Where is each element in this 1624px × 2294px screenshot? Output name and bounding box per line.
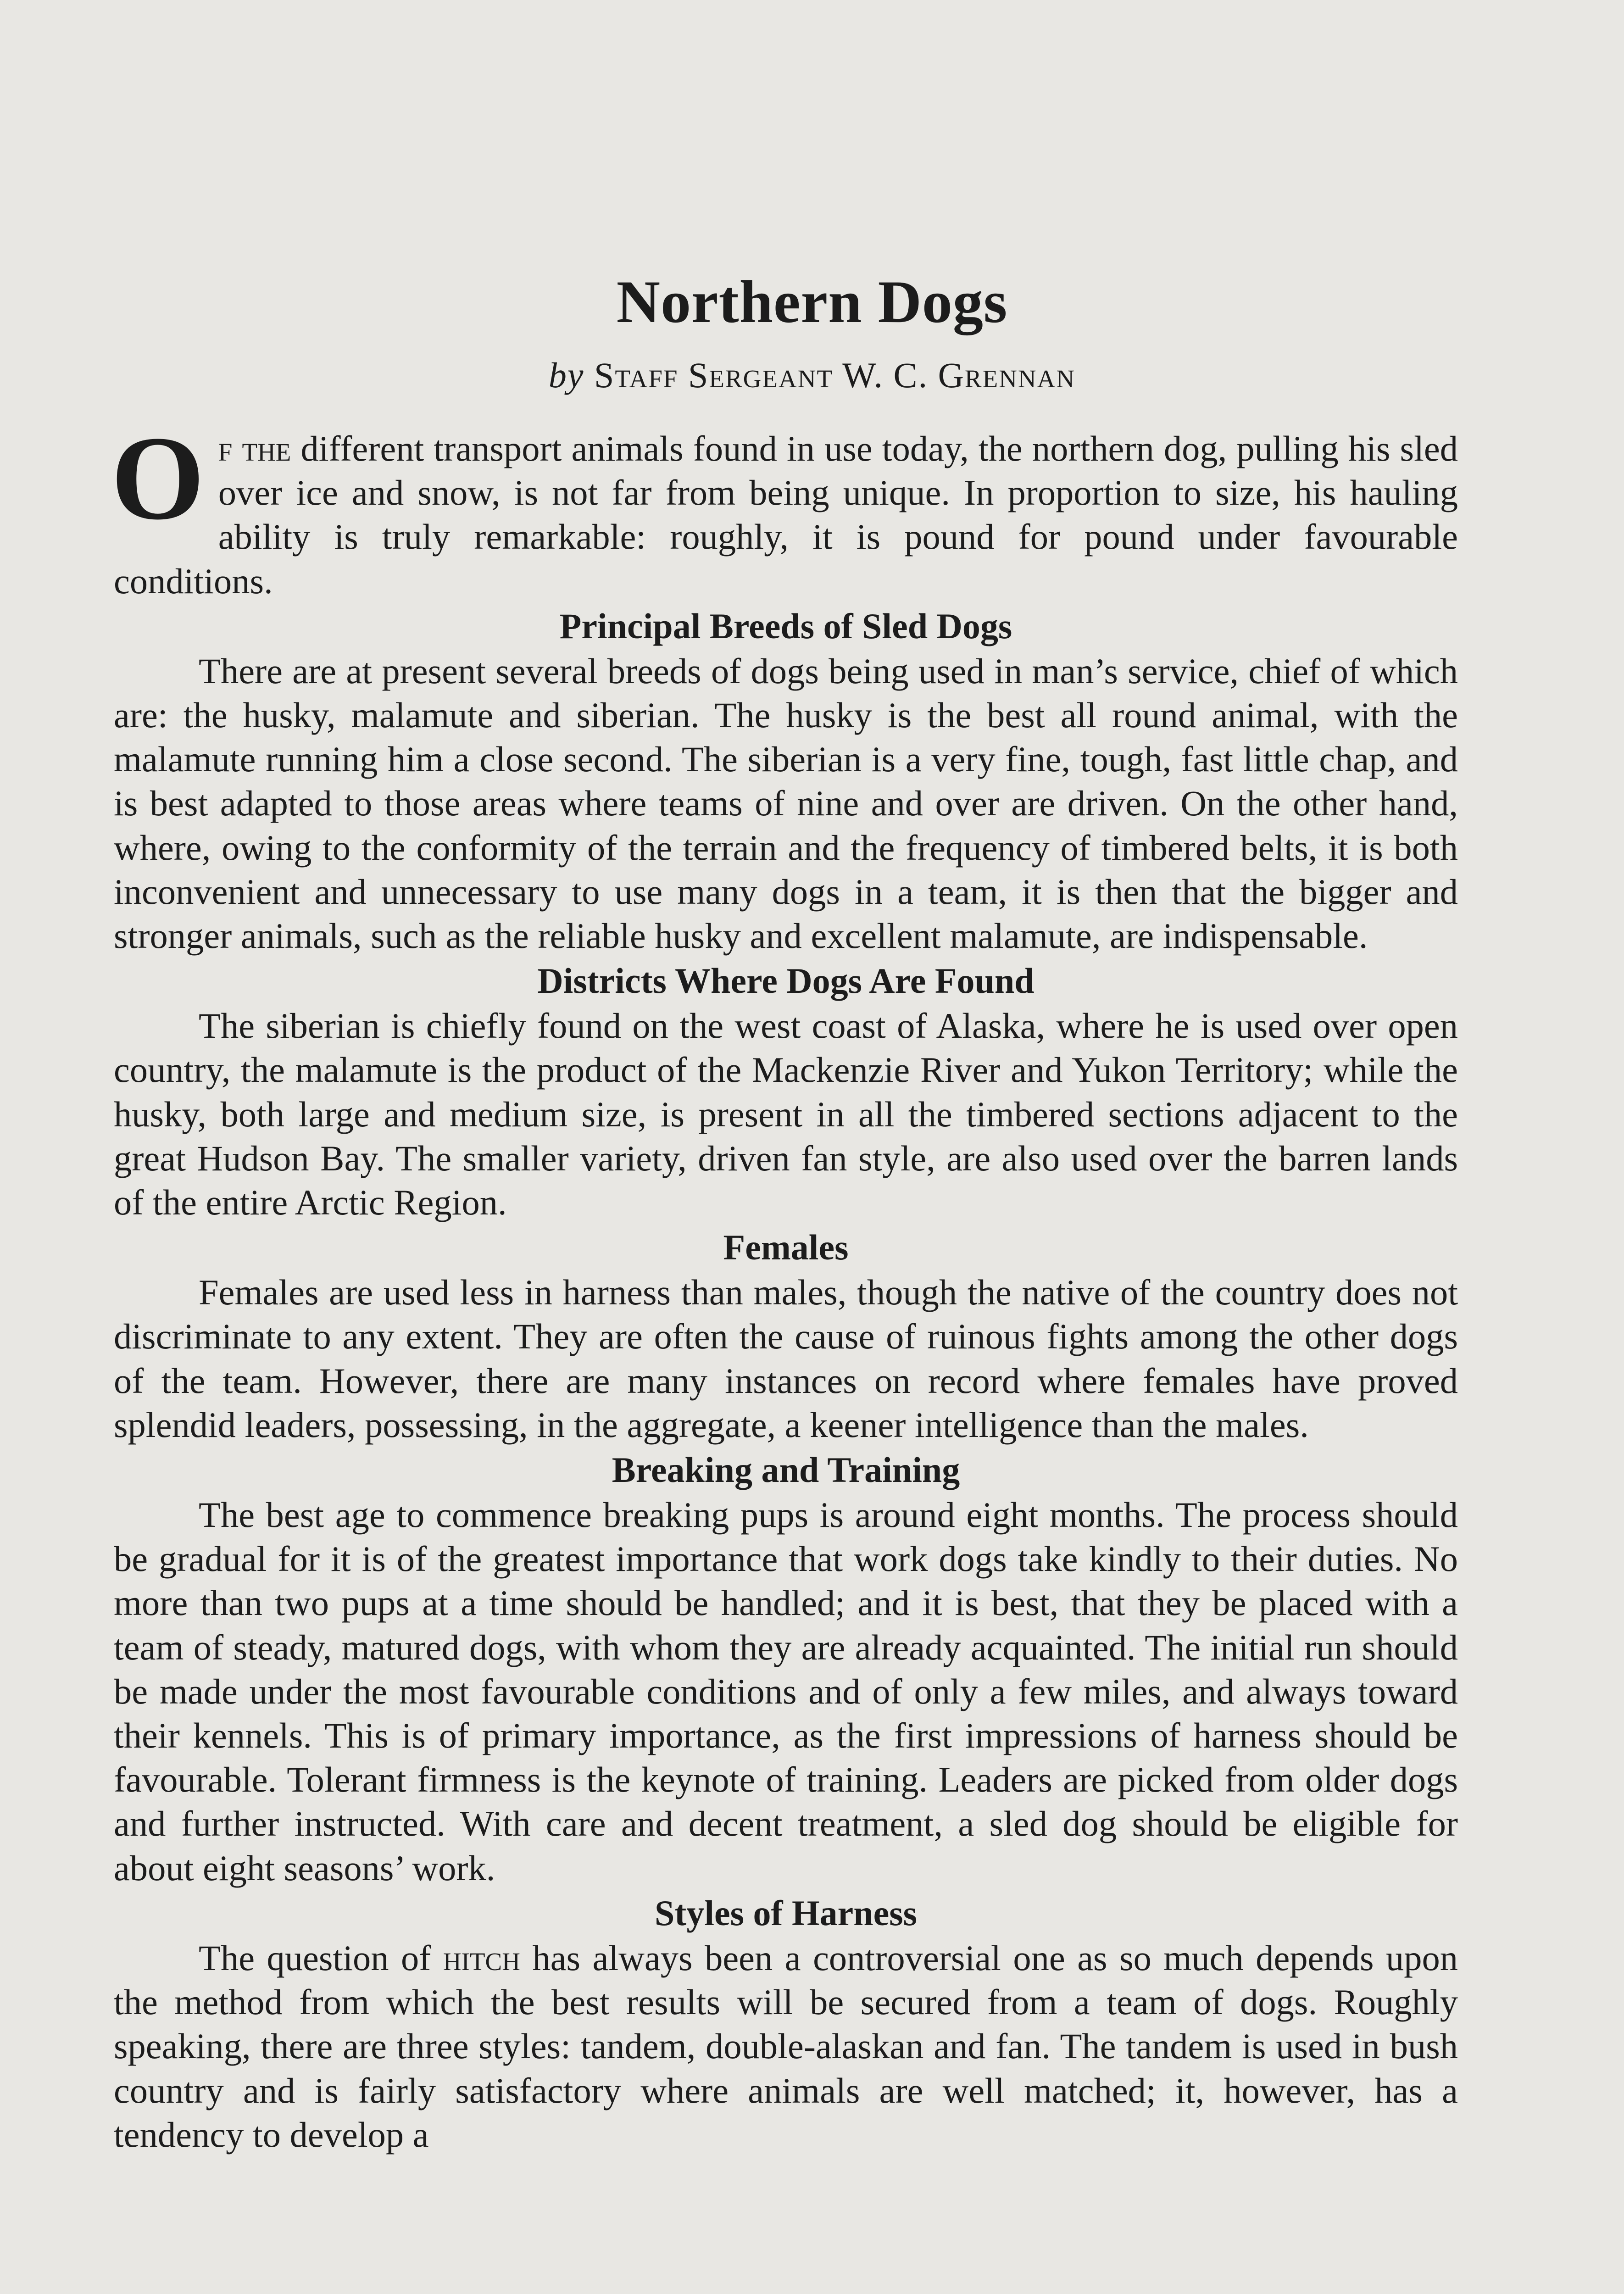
- article-title: Northern Dogs: [616, 268, 1008, 335]
- section-paragraph: The siberian is chiefly found on the west coast of Alaska, where he is used over open country, the malamute is the product of the Mackenzie River and Yukon Territory; while the husky, both large and medium size, is present in all the timbered sections adjacent to the great Hudson Bay. The smaller variety, driven fan style, are also used over the barren lands of the entire Arctic Region.: [114, 1006, 1458, 1223]
- paragraph-text: has always been a controversial one as so much depends upon the method from which the best results will be secured from a team of dogs. Roughly speaking, there are three styles: tandem, double-alaskan and fan. The tandem is used in bush country and is fairly satisfactory where animals are well matched; it, however, has a tendency to develop a: [114, 1938, 1458, 2155]
- emphasized-word: hitch: [443, 1938, 520, 1978]
- section-heading: Females: [723, 1227, 849, 1268]
- intro-lead-words: f the: [218, 429, 291, 468]
- section-heading: Styles of Harness: [655, 1893, 917, 1933]
- byline-author: Staff Sergeant W. C. Grennan: [594, 355, 1076, 395]
- paragraph-text: The question of: [199, 1938, 443, 1978]
- section-heading: Principal Breeds of Sled Dogs: [559, 606, 1012, 646]
- article-body: [111, 412, 1458, 2157]
- byline-prefix: by: [548, 355, 584, 395]
- intro-paragraph: [111, 412, 1458, 603]
- drop-cap: O: [111, 412, 205, 545]
- section-heading: Districts Where Dogs Are Found: [537, 961, 1034, 1001]
- section-paragraph: [114, 1936, 1458, 2157]
- article-byline: [0, 356, 1624, 395]
- section-heading: Breaking and Training: [612, 1450, 960, 1490]
- intro-text: different transport animals found in use today, the northern dog, pulling his sled over ice and snow, is not far from being unique. In proportion to size, his hauling ability is truly remarkable: roughly, it is pound for pound under favourable conditions.: [114, 429, 1458, 601]
- section-paragraph: Females are used less in harness than males, though the native of the country does not discriminate to any extent. They are often the cause of ruinous fights among the other dogs of the team. However, there are many instances on record where females have proved splendid leaders, possessing, in the aggregate, a keener intelligence than the males.: [114, 1272, 1458, 1445]
- section-paragraph: There are at present several breeds of dogs being used in man’s service, chief of which are: the husky, malamute and siberian. The husky is the best all round animal, with the malamute running him a close second. The siberian is a very fine, tough, fast little chap, and is best adapted to those areas where teams of nine and over are driven. On the other hand, where, owing to the conformity of the terrain and the frequency of timbered belts, it is both inconvenient and unnecessary to use many dogs in a team, it is then that the bigger and stronger animals, such as the reliable husky and excellent malamute, are indispensable.: [114, 651, 1458, 956]
- section-paragraph: The best age to commence breaking pups is around eight months. The process should be gradual for it is of the greatest importance that work dogs take kindly to their duties. No more than two pups at a time should be handled; and it is best, that they be placed with a team of steady, matured dogs, with whom they are already acquainted. The initial run should be made under the most favourable conditions and of only a few miles, and always toward their kennels. This is of primary importance, as the first impressions of harness should be favourable. Tolerant firmness is the keynote of training. Leaders are picked from older dogs and further instructed. With care and decent treatment, a sled dog should be eligible for about eight seasons’ work.: [114, 1495, 1458, 1888]
